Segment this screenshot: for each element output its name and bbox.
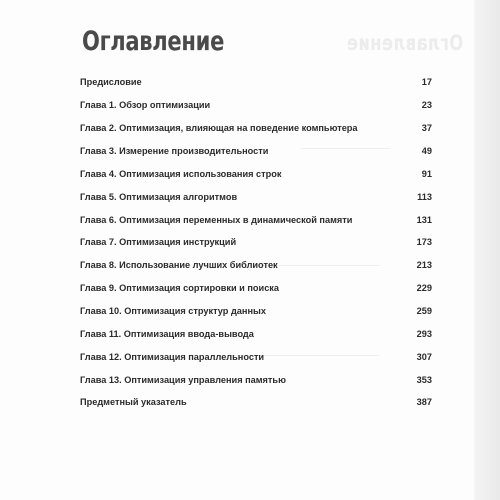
toc-entry-page: 49 <box>421 146 432 156</box>
toc-entry <box>80 373 432 387</box>
toc-entry <box>80 327 432 341</box>
toc-entry-page: 293 <box>416 329 432 339</box>
toc-entry-page: 173 <box>416 237 432 247</box>
toc-entry-page: 353 <box>416 375 432 385</box>
toc-entry-title: Глава 11. Оптимизация ввода-вывода <box>80 329 254 339</box>
toc-entry <box>80 258 432 272</box>
toc-entry-title: Предметный указатель <box>80 397 187 407</box>
toc-entry-title: Глава 6. Оптимизация переменных в динамической памяти <box>80 215 353 225</box>
toc-entry-title: Глава 9. Оптимизация сортировки и поиска <box>80 283 280 293</box>
toc-entry-title: Глава 1. Обзор оптимизации <box>80 100 211 110</box>
table-of-contents <box>80 0 432 500</box>
toc-entry-title: Глава 8. Использование лучших библиотек <box>80 260 278 270</box>
toc-entry <box>80 190 432 204</box>
toc-entry-title: Глава 7. Оптимизация инструкций <box>80 237 237 247</box>
toc-entry <box>80 281 432 295</box>
toc-entry-page: 213 <box>416 260 432 270</box>
toc-entry-page: 307 <box>416 352 432 362</box>
toc-entry <box>80 235 432 249</box>
toc-entry <box>80 121 432 135</box>
page-title: Оглавление <box>82 26 225 57</box>
toc-entry-page: 17 <box>421 77 432 87</box>
toc-entry <box>80 395 432 409</box>
toc-entry <box>80 304 432 318</box>
page-edge-shadow <box>474 0 500 500</box>
toc-entry-title: Глава 10. Оптимизация структур данных <box>80 306 266 316</box>
toc-entry-page: 387 <box>416 397 432 407</box>
toc-entry <box>80 213 432 227</box>
toc-entry-page: 91 <box>421 169 432 179</box>
toc-entry-title: Глава 4. Оптимизация использования строк <box>80 169 282 179</box>
toc-entry-page: 259 <box>416 306 432 316</box>
toc-entry-title: Глава 12. Оптимизация параллельности <box>80 352 265 362</box>
toc-entry-title: Предисловие <box>80 77 142 87</box>
toc-entry-page: 113 <box>417 192 432 202</box>
bleed-through-heading: Оглавление <box>346 31 464 55</box>
toc-entry <box>80 98 432 112</box>
toc-entry-page: 37 <box>421 123 432 133</box>
toc-entry <box>80 144 432 158</box>
toc-entry-page: 229 <box>416 283 432 293</box>
toc-entry-title: Глава 2. Оптимизация, влияющая на поведение компьютера <box>80 123 358 133</box>
toc-entry <box>80 75 432 89</box>
toc-entry-page: 23 <box>421 100 432 110</box>
toc-entry-title: Глава 3. Измерение производительности <box>80 146 269 156</box>
toc-entry-page: 131 <box>416 215 432 225</box>
toc-entry <box>80 167 432 181</box>
toc-entry-title: Глава 13. Оптимизация управления памятью <box>80 375 286 385</box>
toc-entry-title: Глава 5. Оптимизация алгоритмов <box>80 192 238 202</box>
toc-entry <box>80 350 432 364</box>
